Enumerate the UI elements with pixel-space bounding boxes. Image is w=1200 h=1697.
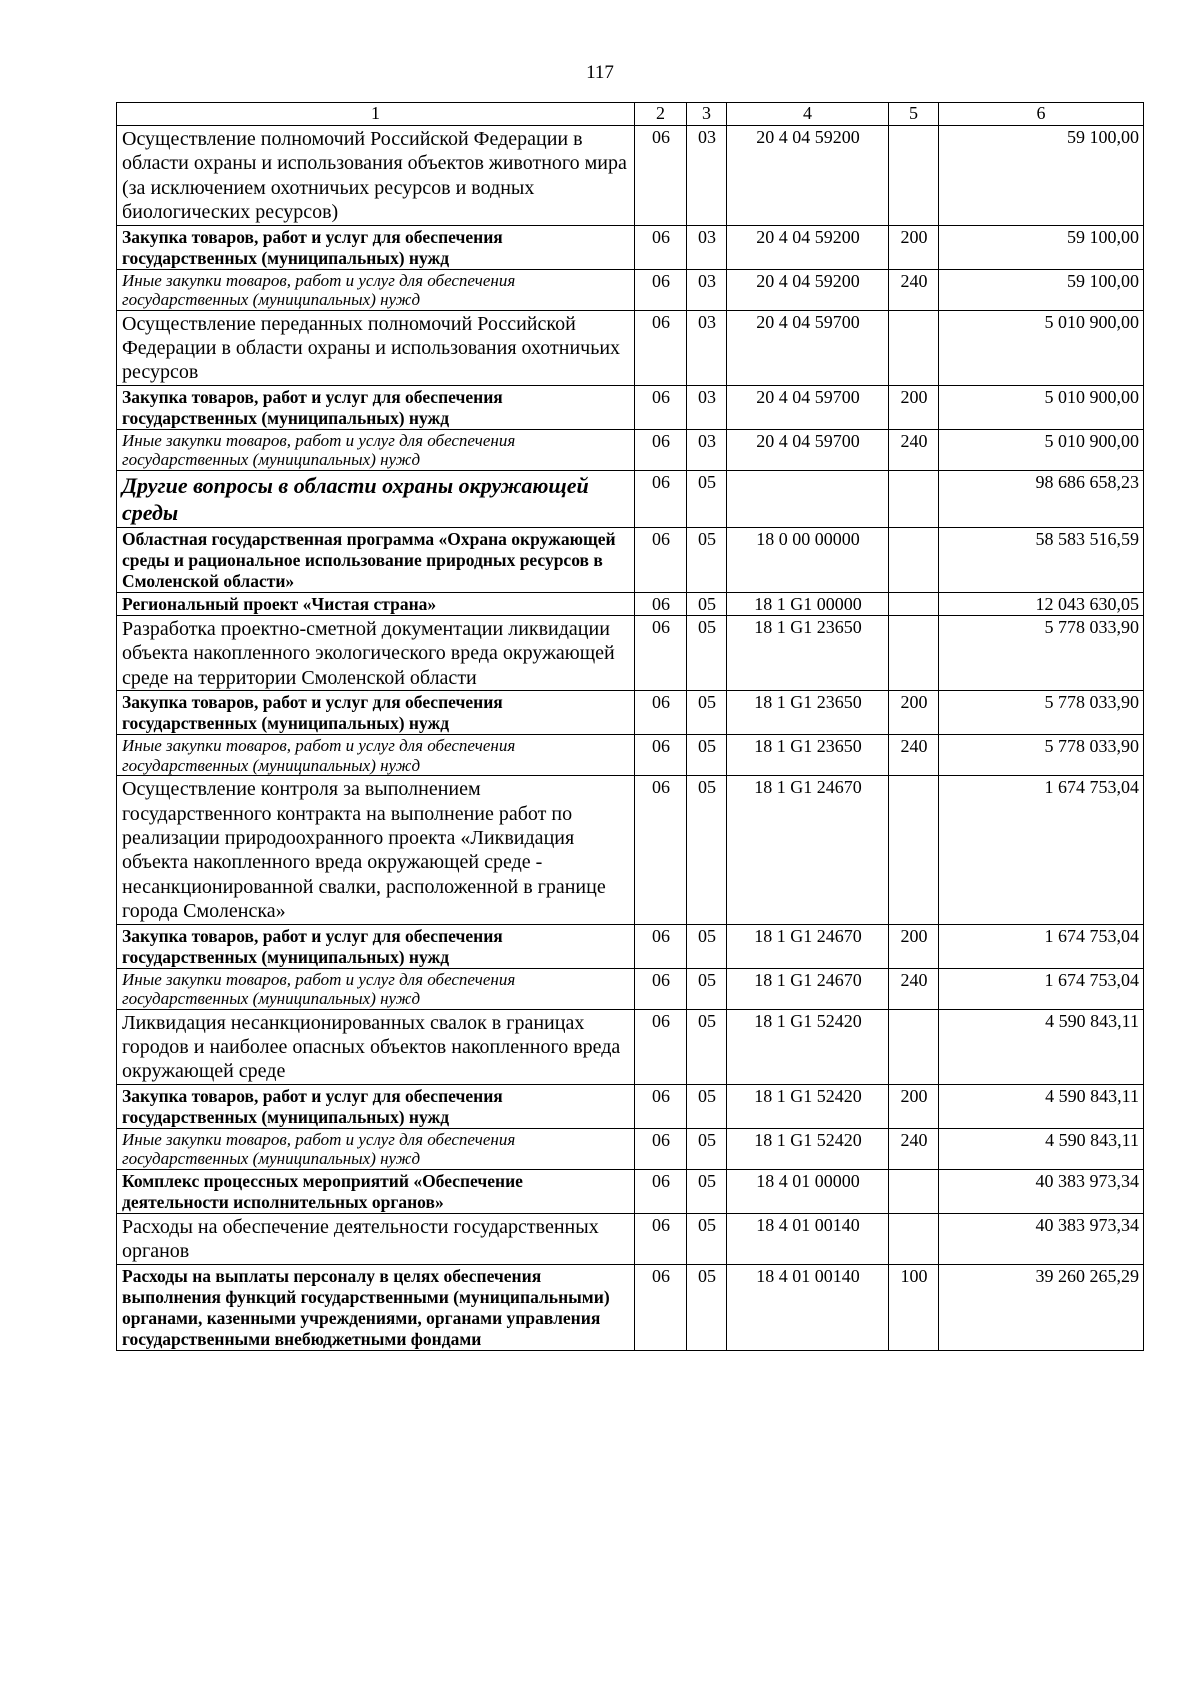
row-section-code: 06 [635, 1128, 687, 1169]
table-body [117, 126, 1144, 1351]
budget-table [116, 102, 1144, 1351]
row-section-code: 06 [635, 776, 687, 924]
row-section-code: 06 [635, 615, 687, 690]
table-row [117, 1084, 1144, 1128]
row-target-article: 18 0 00 00000 [727, 527, 889, 592]
row-section-code: 06 [635, 470, 687, 527]
row-amount: 4 590 843,11 [939, 1128, 1144, 1169]
row-section-code: 06 [635, 1009, 687, 1084]
row-target-article: 18 1 G1 24670 [727, 968, 889, 1009]
row-amount: 59 100,00 [939, 126, 1144, 226]
table-row [117, 1264, 1144, 1350]
row-subsection-code: 03 [687, 269, 727, 310]
row-target-article: 18 1 G1 52420 [727, 1009, 889, 1084]
row-subsection-code: 05 [687, 470, 727, 527]
row-expense-type: 240 [889, 735, 939, 776]
row-section-code: 06 [635, 385, 687, 429]
table-row [117, 1009, 1144, 1084]
row-section-code: 06 [635, 1169, 687, 1213]
row-amount: 5 778 033,90 [939, 735, 1144, 776]
row-amount: 5 010 900,00 [939, 385, 1144, 429]
row-target-article: 18 1 G1 23650 [727, 615, 889, 690]
row-amount: 1 674 753,04 [939, 776, 1144, 924]
row-amount: 5 778 033,90 [939, 615, 1144, 690]
table-row [117, 776, 1144, 924]
row-subsection-code: 05 [687, 1084, 727, 1128]
table-row [117, 429, 1144, 470]
row-target-article: 18 4 01 00140 [727, 1213, 889, 1264]
row-subsection-code: 03 [687, 385, 727, 429]
row-subsection-code: 05 [687, 1128, 727, 1169]
row-expense-type [889, 776, 939, 924]
header-col-4: 4 [727, 103, 889, 126]
table-row [117, 1128, 1144, 1169]
table-row [117, 592, 1144, 615]
row-target-article: 18 1 G1 24670 [727, 776, 889, 924]
row-target-article: 18 4 01 00000 [727, 1169, 889, 1213]
row-target-article: 20 4 04 59700 [727, 310, 889, 385]
row-target-article: 18 1 G1 00000 [727, 592, 889, 615]
header-col-3: 3 [687, 103, 727, 126]
row-amount: 5 778 033,90 [939, 691, 1144, 735]
row-subsection-code: 05 [687, 776, 727, 924]
row-name-cell: Осуществление контроля за выполнением государственного контракта на выполнение работ по реализации природоохранного проекта «Ликвидация объекта накопленного вреда окружающей среде - несанкционированной свалки, расположенной в границе города Смоленска» [117, 776, 635, 924]
row-name-cell: Областная государственная программа «Охрана окружающей среды и рациональное использование природных ресурсов в Смоленской области» [117, 527, 635, 592]
table-row [117, 1169, 1144, 1213]
row-name-cell: Иные закупки товаров, работ и услуг для обеспечения государственных (муниципальных) нужд [117, 968, 635, 1009]
row-name-cell: Закупка товаров, работ и услуг для обеспечения государственных (муниципальных) нужд [117, 691, 635, 735]
row-expense-type [889, 615, 939, 690]
table-row [117, 735, 1144, 776]
row-name-cell: Расходы на обеспечение деятельности государственных органов [117, 1213, 635, 1264]
row-amount: 59 100,00 [939, 269, 1144, 310]
row-target-article: 20 4 04 59700 [727, 429, 889, 470]
table-row [117, 1213, 1144, 1264]
row-expense-type [889, 126, 939, 226]
table-header-row [117, 103, 1144, 126]
row-expense-type [889, 592, 939, 615]
row-name-cell: Расходы на выплаты персоналу в целях обеспечения выполнения функций государственными (муниципальными) органами, казенными учреждениями, органами управления государственными внебюджетными фондами [117, 1264, 635, 1350]
table-row [117, 385, 1144, 429]
row-section-code: 06 [635, 735, 687, 776]
row-expense-type [889, 470, 939, 527]
row-expense-type: 200 [889, 691, 939, 735]
row-section-code: 06 [635, 126, 687, 226]
row-subsection-code: 03 [687, 429, 727, 470]
row-expense-type: 100 [889, 1264, 939, 1350]
page-number: 117 [586, 62, 614, 83]
row-target-article: 18 1 G1 23650 [727, 691, 889, 735]
row-subsection-code: 05 [687, 1009, 727, 1084]
row-section-code: 06 [635, 429, 687, 470]
row-amount: 39 260 265,29 [939, 1264, 1144, 1350]
row-amount: 4 590 843,11 [939, 1009, 1144, 1084]
row-section-code: 06 [635, 527, 687, 592]
row-amount: 4 590 843,11 [939, 1084, 1144, 1128]
row-section-code: 06 [635, 968, 687, 1009]
row-target-article: 18 1 G1 52420 [727, 1084, 889, 1128]
row-target-article [727, 470, 889, 527]
row-expense-type: 240 [889, 269, 939, 310]
row-amount: 40 383 973,34 [939, 1169, 1144, 1213]
row-name-cell: Иные закупки товаров, работ и услуг для обеспечения государственных (муниципальных) нужд [117, 429, 635, 470]
row-name-cell: Осуществление переданных полномочий Российской Федерации в области охраны и использования охотничьих ресурсов [117, 310, 635, 385]
table-row [117, 310, 1144, 385]
table-row [117, 615, 1144, 690]
row-name-cell: Ликвидация несанкционированных свалок в границах городов и наиболее опасных объектов накопленного вреда окружающей среде [117, 1009, 635, 1084]
table-row [117, 269, 1144, 310]
row-amount: 5 010 900,00 [939, 429, 1144, 470]
row-subsection-code: 03 [687, 310, 727, 385]
row-target-article: 20 4 04 59200 [727, 225, 889, 269]
row-expense-type: 240 [889, 1128, 939, 1169]
row-subsection-code: 05 [687, 615, 727, 690]
row-expense-type: 240 [889, 968, 939, 1009]
row-amount: 98 686 658,23 [939, 470, 1144, 527]
row-amount: 58 583 516,59 [939, 527, 1144, 592]
row-target-article: 18 4 01 00140 [727, 1264, 889, 1350]
row-expense-type [889, 1169, 939, 1213]
table-row [117, 527, 1144, 592]
row-amount: 5 010 900,00 [939, 310, 1144, 385]
header-col-2: 2 [635, 103, 687, 126]
header-col-5: 5 [889, 103, 939, 126]
row-amount: 59 100,00 [939, 225, 1144, 269]
row-section-code: 06 [635, 225, 687, 269]
row-subsection-code: 05 [687, 924, 727, 968]
table-row [117, 968, 1144, 1009]
row-target-article: 18 1 G1 52420 [727, 1128, 889, 1169]
row-name-cell: Региональный проект «Чистая страна» [117, 592, 635, 615]
row-section-code: 06 [635, 1264, 687, 1350]
table-row [117, 691, 1144, 735]
row-section-code: 06 [635, 1084, 687, 1128]
table-row [117, 470, 1144, 527]
row-target-article: 20 4 04 59200 [727, 269, 889, 310]
row-name-cell: Закупка товаров, работ и услуг для обеспечения государственных (муниципальных) нужд [117, 1084, 635, 1128]
row-section-code: 06 [635, 1213, 687, 1264]
row-section-code: 06 [635, 592, 687, 615]
row-subsection-code: 05 [687, 968, 727, 1009]
row-expense-type: 200 [889, 385, 939, 429]
row-name-cell: Разработка проектно-сметной документации ликвидации объекта накопленного экологического вреда окружающей среде на территории Смоленской области [117, 615, 635, 690]
row-target-article: 18 1 G1 23650 [727, 735, 889, 776]
row-name-cell: Комплекс процессных мероприятий «Обеспечение деятельности исполнительных органов» [117, 1169, 635, 1213]
row-amount: 12 043 630,05 [939, 592, 1144, 615]
row-amount: 1 674 753,04 [939, 924, 1144, 968]
row-section-code: 06 [635, 924, 687, 968]
row-name-cell: Закупка товаров, работ и услуг для обеспечения государственных (муниципальных) нужд [117, 225, 635, 269]
row-name-cell: Иные закупки товаров, работ и услуг для обеспечения государственных (муниципальных) нужд [117, 735, 635, 776]
row-amount: 1 674 753,04 [939, 968, 1144, 1009]
row-expense-type [889, 527, 939, 592]
row-subsection-code: 05 [687, 691, 727, 735]
row-expense-type [889, 1009, 939, 1084]
row-target-article: 20 4 04 59700 [727, 385, 889, 429]
row-subsection-code: 05 [687, 1264, 727, 1350]
row-name-cell: Иные закупки товаров, работ и услуг для обеспечения государственных (муниципальных) нужд [117, 1128, 635, 1169]
row-subsection-code: 05 [687, 527, 727, 592]
row-name-cell: Закупка товаров, работ и услуг для обеспечения государственных (муниципальных) нужд [117, 924, 635, 968]
row-expense-type: 240 [889, 429, 939, 470]
row-expense-type [889, 1213, 939, 1264]
row-target-article: 20 4 04 59200 [727, 126, 889, 226]
header-col-6: 6 [939, 103, 1144, 126]
row-subsection-code: 03 [687, 225, 727, 269]
table-row [117, 924, 1144, 968]
row-section-code: 06 [635, 691, 687, 735]
row-subsection-code: 05 [687, 1169, 727, 1213]
row-name-cell: Иные закупки товаров, работ и услуг для обеспечения государственных (муниципальных) нужд [117, 269, 635, 310]
row-expense-type [889, 310, 939, 385]
row-name-cell: Другие вопросы в области охраны окружающей среды [117, 470, 635, 527]
row-subsection-code: 05 [687, 735, 727, 776]
row-section-code: 06 [635, 310, 687, 385]
row-expense-type: 200 [889, 924, 939, 968]
table-row [117, 126, 1144, 226]
row-name-cell: Закупка товаров, работ и услуг для обеспечения государственных (муниципальных) нужд [117, 385, 635, 429]
row-target-article: 18 1 G1 24670 [727, 924, 889, 968]
row-name-cell: Осуществление полномочий Российской Федерации в области охраны и использования объектов животного мира (за исключением охотничьих ресурсов и водных биологических ресурсов) [117, 126, 635, 226]
table-row [117, 225, 1144, 269]
row-subsection-code: 03 [687, 126, 727, 226]
header-col-1: 1 [117, 103, 635, 126]
row-subsection-code: 05 [687, 1213, 727, 1264]
row-expense-type: 200 [889, 225, 939, 269]
row-expense-type: 200 [889, 1084, 939, 1128]
row-amount: 40 383 973,34 [939, 1213, 1144, 1264]
row-section-code: 06 [635, 269, 687, 310]
row-subsection-code: 05 [687, 592, 727, 615]
